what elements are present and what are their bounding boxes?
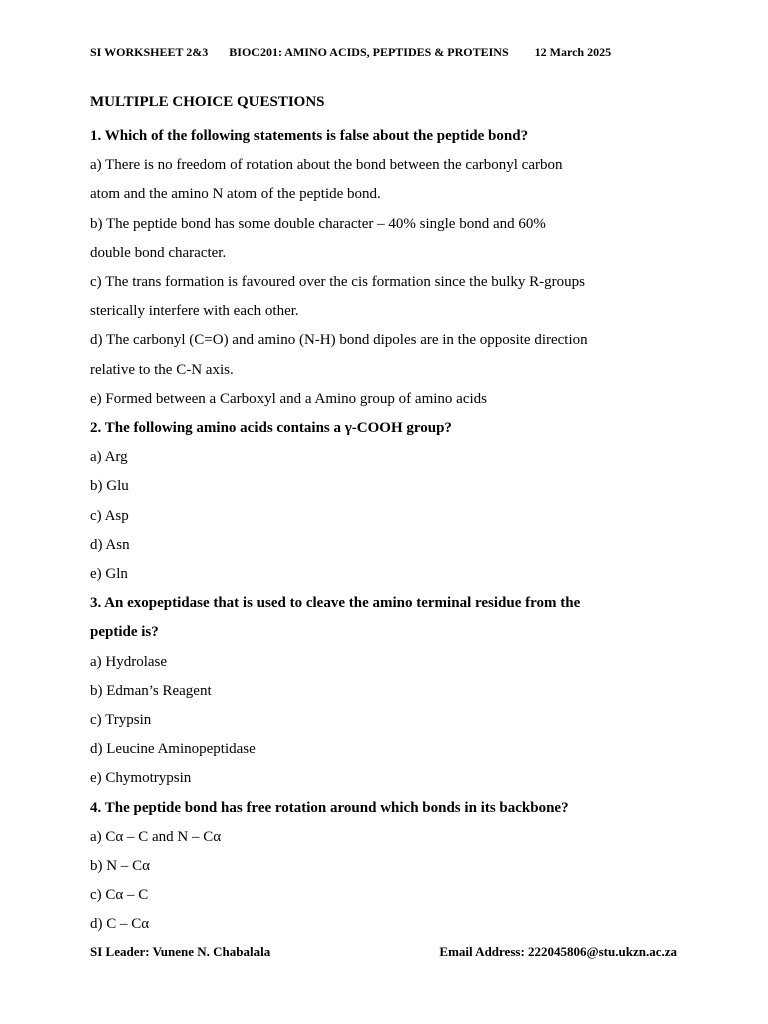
option-line: sterically interfere with each other.	[90, 303, 299, 320]
question-content	[90, 92, 610, 940]
option-line: e) Gln	[90, 566, 128, 583]
question-block	[90, 122, 610, 414]
worksheet-label: SI WORKSHEET 2&3	[90, 45, 209, 59]
page-header	[90, 45, 611, 60]
option-line: a) Cα – C and N – Cα	[90, 828, 222, 845]
option-line: b) Glu	[90, 478, 129, 495]
option-line: b) The peptide bond has some double character – 40% single bond and 60%	[90, 215, 546, 232]
question-text: 4. The peptide bond has free rotation around which bonds in its backbone?	[90, 799, 569, 816]
option-line: c) Trypsin	[90, 712, 152, 729]
option-line: c) The trans formation is favoured over the cis formation since the bulky R-groups	[90, 274, 586, 291]
option-line: c) Cα – C	[90, 887, 149, 904]
option-line: relative to the C-N axis.	[90, 361, 234, 378]
si-leader: SI Leader: Vunene N. Chabalala	[90, 944, 271, 959]
option-line: d) Leucine Aminopeptidase	[90, 741, 256, 758]
question-text: 1. Which of the following statements is false about the peptide bond?	[90, 128, 529, 144]
option-line: b) N – Cα	[90, 858, 150, 875]
option-line: atom and the amino N atom of the peptide bond.	[90, 186, 381, 203]
question-block	[90, 414, 610, 589]
option-line: d) Asn	[90, 536, 130, 553]
option-line: double bond character.	[90, 244, 227, 261]
course-title: BIOC201: AMINO ACIDS, PEPTIDES & PROTEINS	[229, 45, 509, 59]
question-text: 2. The following amino acids contains a γ-COOH group?	[90, 420, 452, 437]
option-line: c) Asp	[90, 507, 129, 524]
option-line: e) Chymotrypsin	[90, 770, 192, 787]
option-line: a) There is no freedom of rotation about the bond between the carbonyl carbon	[90, 157, 563, 174]
section-title: MULTIPLE CHOICE QUESTIONS	[90, 94, 325, 110]
option-line: a) Arg	[90, 449, 128, 466]
option-line: e) Formed between a Carboxyl and a Amino group of amino acids	[90, 390, 487, 407]
header-date: 12 March 2025	[534, 45, 612, 59]
option-line: b) Edman’s Reagent	[90, 682, 212, 699]
option-line: d) The carbonyl (C=O) and amino (N-H) bond dipoles are in the opposite direction	[90, 332, 588, 349]
question-text-line: peptide is?	[90, 624, 159, 641]
email-address: Email Address: 222045806@stu.ukzn.ac.za	[439, 944, 677, 959]
question-block	[90, 794, 610, 940]
question-text-line: 3. An exopeptidase that is used to cleave the amino terminal residue from the	[90, 595, 581, 612]
option-line: a) Hydrolase	[90, 653, 168, 670]
question-block	[90, 589, 610, 793]
option-line: d) C – Cα	[90, 916, 150, 933]
